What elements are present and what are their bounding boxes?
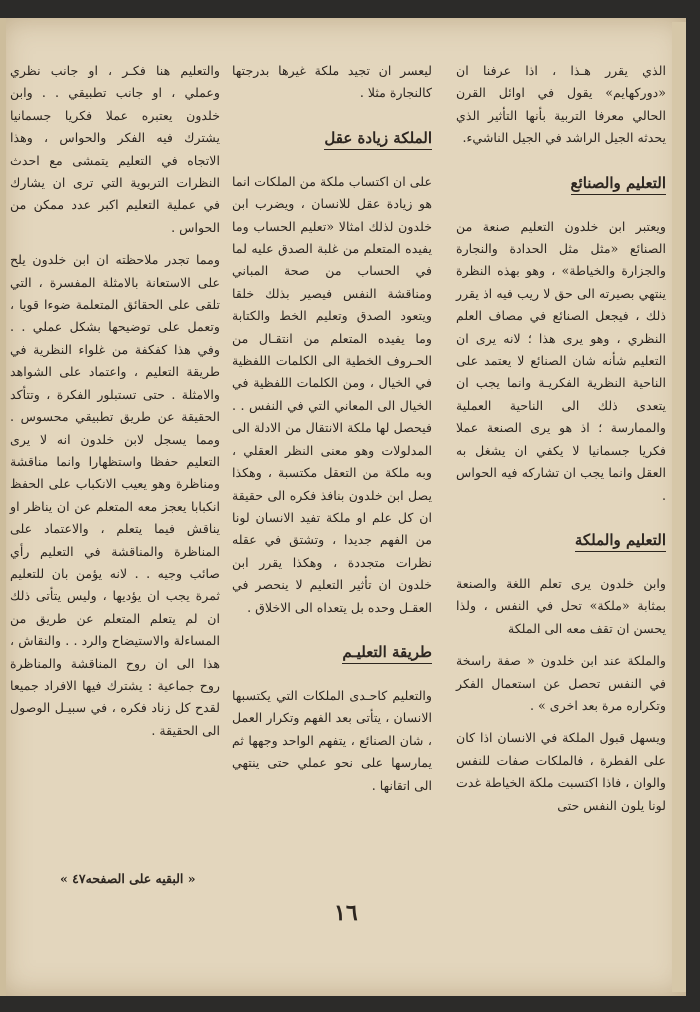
- section-heading-teaching-method: طريقة التعليـم: [232, 639, 432, 665]
- page-fold: [0, 18, 6, 996]
- paragraph: ويسهل قبول الملكة في الانسان اذا كان على الفطرة ، فالملكات صفات للنفس والوان ، فاذا اكتسبت ملكة الخياطة غدت لونا يلون النفس حتى: [456, 730, 666, 813]
- paragraph: وابن خلدون يرى تعلم اللغة والصنعة بمثابة «ملكة» تحل في النفس ، ولذا يحسن ان تقف معه الى الملكة: [456, 575, 666, 636]
- page-number: ١٦: [334, 900, 358, 926]
- paragraph: ويعتبر ابن خلدون التعليم صنعة من الصنائع «مثل مثل الحدادة والنجارة والجزارة والخياطة» ، وهو بهذه النظرة ينتهي بصيرته الى حق لا ريب فيه اذ يقرر ذلك ، فيجعل الصنائع في مصاف العلم النظري ، وهو يرى هذا ؛ لانه يرى ان التعليم شأنه شان الصنائع لا يعتمد على الناحية النظرية الفكريـة وانما يجب ان يتعدى ذلك الى الناحية العملية والممارسة ؛ اذ هو يرى الصنعة عملا فكريا جسمانيا لا يكفي ان يشغل به العقل وانما يجب ان تشاركه فيه الحواس .: [456, 218, 666, 503]
- paragraph: الذي يقرر هـذا ، اذا عرفنا ان «دوركهايم» يقول في اوائل القرن الحالي معرفا التربية بأنها التأثير الذي يحدثه الجيل الراشد في الجيل الناشيء.: [456, 63, 666, 146]
- continued-note: « البقيه على الصفحه٤٧ »: [60, 871, 196, 886]
- paragraph: ومما تجدر ملاحظته ان ابن خلدون يلح على الاستعانة بالامثلة المفسرة ، التي تلقى على الحقائق المتعلمة ضوءا قويا ، وتعمل على توضيحها بشكل عملي . . وفي هذا كفكفة من غلواء النظرية في طريقة التعليم ، واعتماد على الشواهد والامثلة . حتى تستبلور الفكرة ، وتتأكد الحقيقة عن طريق تطبيقي محسوس . ومما يسجل لابن خلدون انه لا يرى التعليم حفظا واستظهارا وانما مناقشة ومناظرة وهو يعيب الانكباب على الحفظ انكبابا يعجز معه المتعلم عن ان يناظر او يناقش فيما يتعلم ، والاعتماد على المناظرة والمناقشة في التعليم رأي صائب وجيه . . لانه يؤمن بان للتعليم ثمرة يجب ان يؤديها ، وليس يتأتى ذلك ان لم يتعلم المتعلم عن طريق من المساءلة والاستيضاح والرد . . والنقاش ، هذا الى ان روح المناقشة والمناظرة روح جماعية : يشترك فيها الافراد جميعا لقدح كل زناد فكره ، في سبيـل الوصول الى الحقيقة .: [10, 252, 220, 738]
- section-heading-faculty-mind: الملكة زيادة عقل: [232, 125, 432, 151]
- section-heading-education-faculty: التعليم والملكة: [456, 527, 666, 553]
- paragraph: والتعليم كاحـدى الملكات التي يكتسبها الانسان ، يتأتى بعد الفهم وتكرار العمل ، شان الصنائع ، يتفهم الواحد وجهها ثم يمارسها على نحو عملي حتى ينتهي الى اتقانها .: [232, 687, 432, 793]
- column-middle: [232, 60, 432, 807]
- paragraph: على ان اكتساب ملكة من الملكات انما هو زيادة عقل للانسان ، ويضرب ابن خلدون لذلك امثالا «تعليم الحساب وما يفيده المتعلم من غلبة الصدق عليه لما في الحساب من صحة المباني ومناقشة النفس فيصير بذلك خلقا ويتعود الصدق وتعليم الخط والكتابة وما يفيده المتعلم من انتقـال من الحـروف الخطية الى الكلمات اللفظية في الخيال ، ومن الكلمات اللفظية في الخيال الى المعاني التي في النفس . . فيحصل لها ملكة الانتقال من الادلة الى المدلولات وهو معنى النظر العقلي ، وبه ملكة من التعقل مكتسبة ، وهكذا يصل ابن خلدون بنافذ فكره الى حقيقة ان كل علم او ملكة تفيد الانسان لونا من الفهم جديدا ، وتشتق في عقله نظرات متجددة ، وهكذا يقرر ابن خلدون ان تأثير التعليم لا ينحصر في العقـل وحده بل يتعداه الى الاخلاق .: [232, 173, 432, 615]
- section-heading-education-crafts: التعليم والصنائع: [456, 170, 666, 196]
- column-right: [456, 60, 666, 827]
- paragraph: والتعليم هنا فكـر ، او جانب نظري وعملي ، او جانب تطبيقي . . وابن خلدون يعتبره عملا فكريا جسمانيا يشترك فيه الفكر والحواس ، وهذا الاتجاه في التعليم يتمشى مع احدث النظرات التربوية التي ترى ان يشارك في عملية التعليم اكبر عدد ممكن من الحواس .: [10, 63, 220, 235]
- page-edge: [672, 22, 686, 992]
- paragraph: والملكة عند ابن خلدون « صفة راسخة في النفس تحصل عن استعمال الفكر وتكراره مرة بعد اخرى » .: [456, 653, 666, 713]
- column-left: [10, 60, 220, 752]
- paragraph: ليعسر ان تجيد ملكة غيرها بدرجتها كالنجارة مثلا .: [232, 63, 432, 101]
